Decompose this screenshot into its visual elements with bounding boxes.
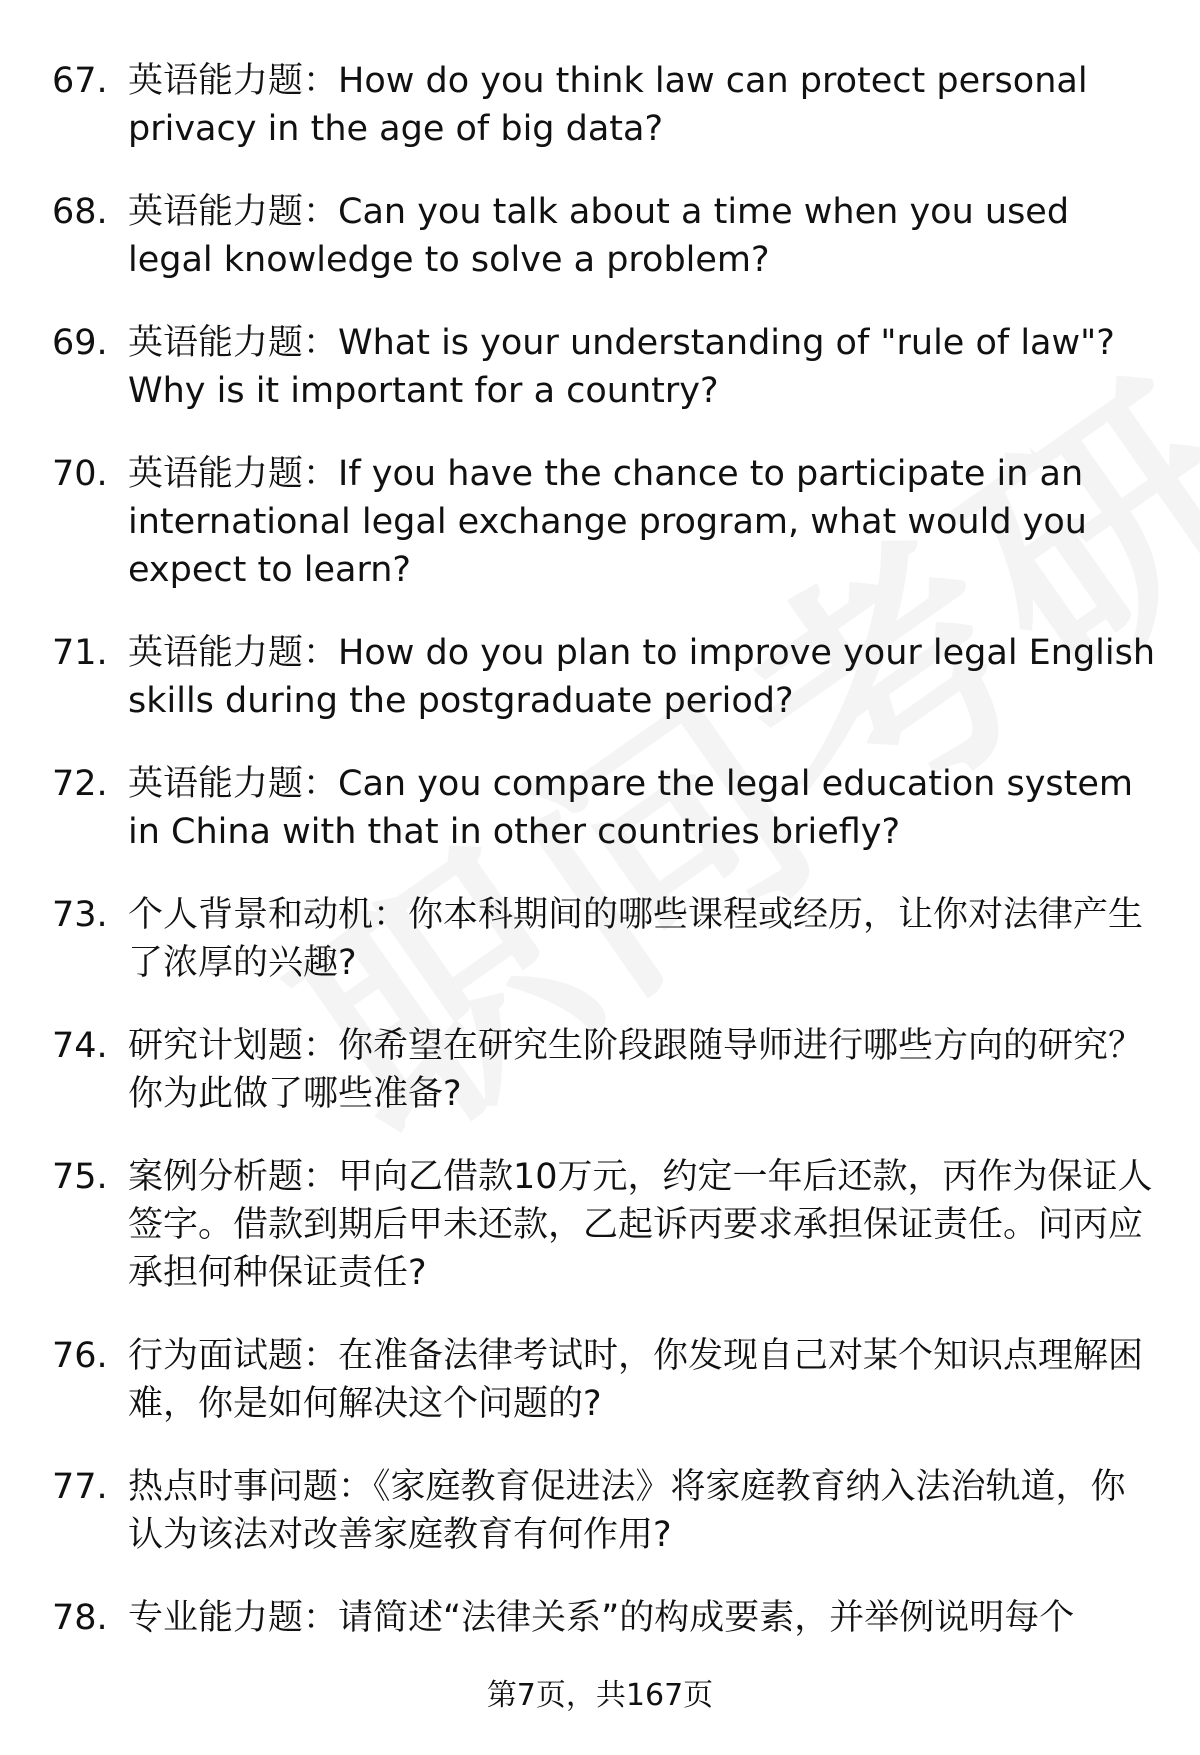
question-item bbox=[0, 1463, 1200, 1559]
question-item bbox=[0, 1153, 1200, 1297]
question-list bbox=[0, 57, 1200, 1677]
question-text: 个人背景和动机：你本科期间的哪些课程或经历，让你对法律产生了浓厚的兴趣? bbox=[128, 895, 1144, 983]
question-text: 研究计划题：你希望在研究生阶段跟随导师进行哪些方向的研究？你为此做了哪些准备? bbox=[128, 1026, 1144, 1114]
question-item bbox=[0, 57, 1200, 153]
question-text: 英语能力题：How do you think law can protect personal privacy in the age of big data? bbox=[128, 61, 1088, 149]
question-text: 案例分析题：甲向乙借款10万元，约定一年后还款，丙作为保证人签字。借款到期后甲未还款，乙起诉丙要求承担保证责任。问丙应承担何种保证责任? bbox=[128, 1157, 1153, 1293]
question-number: 70. bbox=[52, 454, 108, 494]
question-number: 74. bbox=[52, 1026, 108, 1066]
question-number: 77. bbox=[52, 1467, 108, 1507]
question-item bbox=[0, 188, 1200, 284]
question-item bbox=[0, 760, 1200, 856]
question-text: 行为面试题：在准备法律考试时，你发现自己对某个知识点理解困难，你是如何解决这个问题的? bbox=[128, 1336, 1144, 1424]
question-text: 英语能力题：What is your understanding of "rule of law"? Why is it important for a country? bbox=[128, 323, 1115, 411]
question-number: 73. bbox=[52, 895, 108, 935]
question-text: 英语能力题：Can you compare the legal education system in China with that in other countries briefly? bbox=[128, 764, 1133, 852]
question-item bbox=[0, 1332, 1200, 1428]
question-number: 67. bbox=[52, 61, 108, 101]
question-text: 英语能力题：If you have the chance to participate in an international legal exchange program, what would you expect to learn? bbox=[128, 454, 1087, 590]
question-item bbox=[0, 629, 1200, 725]
question-item bbox=[0, 319, 1200, 415]
question-number: 76. bbox=[52, 1336, 108, 1376]
question-number: 72. bbox=[52, 764, 108, 804]
question-number: 68. bbox=[52, 192, 108, 232]
question-text: 热点时事问题：《家庭教育促进法》将家庭教育纳入法治轨道，你认为该法对改善家庭教育有何作用? bbox=[128, 1467, 1126, 1555]
page-number: 第7页，共167页 bbox=[486, 1678, 714, 1713]
question-text: 英语能力题：Can you talk about a time when you used legal knowledge to solve a problem? bbox=[128, 192, 1070, 280]
question-number: 75. bbox=[52, 1157, 108, 1197]
question-item bbox=[0, 450, 1200, 594]
question-item bbox=[0, 891, 1200, 987]
question-number: 78. bbox=[52, 1598, 108, 1638]
question-text: 专业能力题：请简述“法律关系”的构成要素，并举例说明每个 bbox=[128, 1598, 1075, 1638]
question-item bbox=[0, 1022, 1200, 1118]
question-number: 71. bbox=[52, 633, 108, 673]
question-item bbox=[0, 1594, 1200, 1642]
question-number: 69. bbox=[52, 323, 108, 363]
question-text: 英语能力题：How do you plan to improve your legal English skills during the postgraduate period? bbox=[128, 633, 1156, 721]
